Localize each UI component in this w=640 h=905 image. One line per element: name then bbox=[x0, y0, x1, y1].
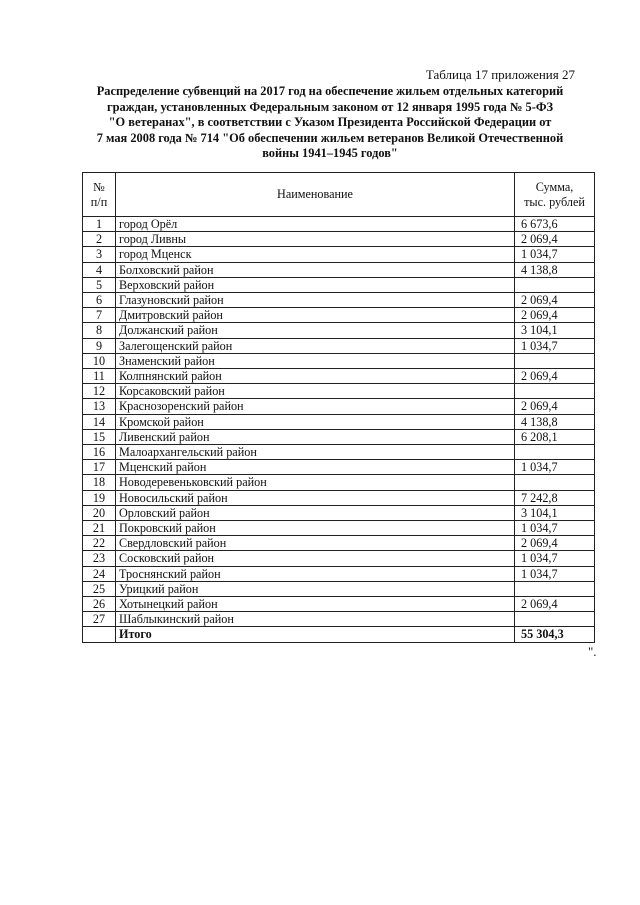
row-name: Кромской район bbox=[116, 414, 515, 429]
row-number: 26 bbox=[83, 597, 116, 612]
table-row bbox=[83, 612, 595, 627]
table-caption: Таблица 17 приложения 27 bbox=[425, 67, 575, 82]
table-row bbox=[83, 277, 595, 292]
row-sum: 2 069,4 bbox=[515, 308, 595, 323]
row-number: 24 bbox=[83, 566, 116, 581]
end-mark: ". bbox=[588, 644, 597, 659]
row-name: Орловский район bbox=[116, 505, 515, 520]
row-number: 10 bbox=[83, 353, 116, 368]
row-number: 22 bbox=[83, 536, 116, 551]
row-sum: 2 069,4 bbox=[515, 536, 595, 551]
row-name: Корсаковский район bbox=[116, 384, 515, 399]
row-name: город Орёл bbox=[116, 217, 515, 232]
table-row bbox=[83, 490, 595, 505]
row-number: 21 bbox=[83, 521, 116, 536]
row-number: 18 bbox=[83, 475, 116, 490]
row-sum: 2 069,4 bbox=[515, 399, 595, 414]
document-title bbox=[78, 84, 582, 162]
table-row bbox=[83, 460, 595, 475]
row-name: Колпнянский район bbox=[116, 369, 515, 384]
table-row bbox=[83, 566, 595, 581]
table-row bbox=[83, 536, 595, 551]
row-sum: 6 208,1 bbox=[515, 429, 595, 444]
table-row bbox=[83, 217, 595, 232]
row-number: 5 bbox=[83, 277, 116, 292]
row-sum: 1 034,7 bbox=[515, 247, 595, 262]
title-line: войны 1941–1945 годов" bbox=[262, 146, 398, 161]
row-sum: 1 034,7 bbox=[515, 338, 595, 353]
row-number: 11 bbox=[83, 369, 116, 384]
row-number: 7 bbox=[83, 308, 116, 323]
table-row bbox=[83, 247, 595, 262]
row-sum: 1 034,7 bbox=[515, 460, 595, 475]
row-name: город Мценск bbox=[116, 247, 515, 262]
title-line: "О ветеранах", в соответствии с Указом Президента Российской Федерации от bbox=[108, 115, 552, 130]
row-sum bbox=[515, 475, 595, 490]
row-name: Новосильский район bbox=[116, 490, 515, 505]
row-name: Малоархангельский район bbox=[116, 445, 515, 460]
row-name: Сосковский район bbox=[116, 551, 515, 566]
row-sum: 2 069,4 bbox=[515, 597, 595, 612]
title-line: 7 мая 2008 года № 714 "Об обеспечении жильем ветеранов Великой Отечественной bbox=[96, 130, 564, 145]
row-name: Верховский район bbox=[116, 277, 515, 292]
row-name: Свердловский район bbox=[116, 536, 515, 551]
total-sum: 55 304,3 bbox=[515, 627, 595, 642]
table-row bbox=[83, 551, 595, 566]
row-number: 1 bbox=[83, 217, 116, 232]
row-name: город Ливны bbox=[116, 232, 515, 247]
header-number-line2: п/п bbox=[90, 194, 108, 209]
row-name: Глазуновский район bbox=[116, 293, 515, 308]
row-name: Залегощенский район bbox=[116, 338, 515, 353]
header-name: Наименование bbox=[116, 173, 515, 217]
row-number: 2 bbox=[83, 232, 116, 247]
row-name: Знаменский район bbox=[116, 353, 515, 368]
row-sum bbox=[515, 353, 595, 368]
table-row bbox=[83, 323, 595, 338]
header-sum-line2: тыс. рублей bbox=[524, 194, 585, 209]
row-number: 17 bbox=[83, 460, 116, 475]
table-row bbox=[83, 353, 595, 368]
row-number: 8 bbox=[83, 323, 116, 338]
row-number: 9 bbox=[83, 338, 116, 353]
row-number: 25 bbox=[83, 581, 116, 596]
row-name: Болховский район bbox=[116, 262, 515, 277]
table-row bbox=[83, 414, 595, 429]
header-sum bbox=[515, 173, 595, 217]
total-number-cell bbox=[83, 627, 116, 642]
row-sum: 2 069,4 bbox=[515, 369, 595, 384]
subventions-table bbox=[82, 172, 595, 643]
row-name: Покровский район bbox=[116, 521, 515, 536]
table-row bbox=[83, 338, 595, 353]
table-row bbox=[83, 581, 595, 596]
table-row bbox=[83, 293, 595, 308]
table-row bbox=[83, 597, 595, 612]
row-name: Троснянский район bbox=[116, 566, 515, 581]
row-sum bbox=[515, 277, 595, 292]
row-sum: 6 673,6 bbox=[515, 217, 595, 232]
table-row bbox=[83, 262, 595, 277]
row-number: 13 bbox=[83, 399, 116, 414]
table-row bbox=[83, 384, 595, 399]
table-row bbox=[83, 505, 595, 520]
row-name: Хотынецкий район bbox=[116, 597, 515, 612]
total-row bbox=[83, 627, 595, 642]
row-sum bbox=[515, 581, 595, 596]
table-header-row bbox=[83, 173, 595, 217]
row-number: 27 bbox=[83, 612, 116, 627]
table-row bbox=[83, 399, 595, 414]
row-number: 4 bbox=[83, 262, 116, 277]
table-row bbox=[83, 429, 595, 444]
row-sum: 7 242,8 bbox=[515, 490, 595, 505]
row-sum: 2 069,4 bbox=[515, 232, 595, 247]
row-number: 16 bbox=[83, 445, 116, 460]
row-number: 20 bbox=[83, 505, 116, 520]
header-number-line1: № bbox=[93, 180, 105, 195]
row-name: Краснозоренский район bbox=[116, 399, 515, 414]
table-body bbox=[83, 217, 595, 627]
table-row bbox=[83, 369, 595, 384]
row-sum: 3 104,1 bbox=[515, 505, 595, 520]
table-row bbox=[83, 521, 595, 536]
row-number: 23 bbox=[83, 551, 116, 566]
row-name: Дмитровский район bbox=[116, 308, 515, 323]
row-number: 15 bbox=[83, 429, 116, 444]
row-name: Мценский район bbox=[116, 460, 515, 475]
row-number: 6 bbox=[83, 293, 116, 308]
row-name: Новодеревеньковский район bbox=[116, 475, 515, 490]
header-number bbox=[83, 173, 116, 217]
row-name: Ливенский район bbox=[116, 429, 515, 444]
row-number: 3 bbox=[83, 247, 116, 262]
row-sum: 4 138,8 bbox=[515, 262, 595, 277]
total-label: Итого bbox=[116, 627, 515, 642]
row-number: 19 bbox=[83, 490, 116, 505]
row-sum: 1 034,7 bbox=[515, 566, 595, 581]
title-line: Распределение субвенций на 2017 год на обеспечение жильем отдельных категорий bbox=[96, 84, 564, 98]
row-sum: 4 138,8 bbox=[515, 414, 595, 429]
row-sum: 2 069,4 bbox=[515, 293, 595, 308]
table-row bbox=[83, 308, 595, 323]
row-name: Должанский район bbox=[116, 323, 515, 338]
row-sum: 1 034,7 bbox=[515, 551, 595, 566]
row-sum bbox=[515, 384, 595, 399]
row-name: Шаблыкинский район bbox=[116, 612, 515, 627]
title-line: граждан, установленных Федеральным законом от 12 января 1995 года № 5-ФЗ bbox=[106, 99, 554, 114]
row-sum: 1 034,7 bbox=[515, 521, 595, 536]
table-row bbox=[83, 475, 595, 490]
table-row bbox=[83, 232, 595, 247]
row-sum bbox=[515, 612, 595, 627]
row-number: 14 bbox=[83, 414, 116, 429]
row-sum: 3 104,1 bbox=[515, 323, 595, 338]
row-number: 12 bbox=[83, 384, 116, 399]
header-sum-line1: Сумма, bbox=[535, 180, 574, 195]
table-row bbox=[83, 445, 595, 460]
row-sum bbox=[515, 445, 595, 460]
row-name: Урицкий район bbox=[116, 581, 515, 596]
